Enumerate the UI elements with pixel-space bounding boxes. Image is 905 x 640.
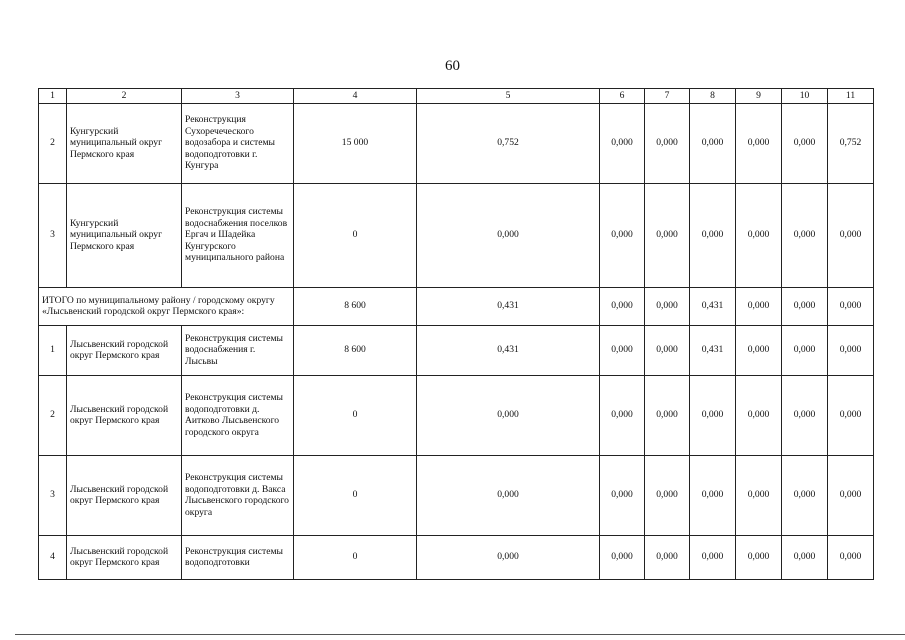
value-cell: 0,431 [417, 325, 600, 375]
value-cell: 0,000 [736, 375, 782, 455]
value-cell: 0 [294, 455, 417, 535]
value-cell: 0,000 [600, 287, 645, 325]
value-cell: 0,000 [645, 183, 690, 287]
value-cell: 0,000 [645, 375, 690, 455]
col-header: 1 [39, 89, 67, 104]
col-header: 2 [67, 89, 182, 104]
value-cell: 0,000 [690, 535, 736, 579]
value-cell: 0,000 [645, 455, 690, 535]
value-cell: 0,000 [645, 103, 690, 183]
value-cell: 0,000 [417, 375, 600, 455]
value-cell: 0,000 [417, 535, 600, 579]
value-cell: 0,431 [690, 287, 736, 325]
table-row [39, 375, 874, 455]
district-cell: Лысьвенский городской округ Пермского края [67, 375, 182, 455]
col-header: 5 [417, 89, 600, 104]
table-row [39, 535, 874, 579]
value-cell: 0,000 [782, 183, 828, 287]
project-cell: Реконструкция системы водоподготовки д. Аитково Лысьвенского городского округа [182, 375, 294, 455]
project-cell: Реконструкция Сухоречеческого водозабора и системы водоподготовки г. Кунгура [182, 103, 294, 183]
value-cell: 0,000 [828, 287, 874, 325]
value-cell: 0,000 [417, 455, 600, 535]
project-cell: Реконструкция системы водоподготовки д. Вакса Лысьвенского городского округа [182, 455, 294, 535]
value-cell: 0,000 [736, 535, 782, 579]
value-cell: 0,000 [690, 183, 736, 287]
row-number: 2 [39, 375, 67, 455]
value-cell: 0,000 [736, 103, 782, 183]
table-row [39, 183, 874, 287]
col-header: 7 [645, 89, 690, 104]
value-cell: 0,000 [600, 183, 645, 287]
value-cell: 0,000 [417, 183, 600, 287]
row-number: 1 [39, 325, 67, 375]
value-cell: 0,752 [417, 103, 600, 183]
project-cell: Реконструкция системы водоснабжения г. Лысьвы [182, 325, 294, 375]
column-number-row [39, 89, 874, 104]
project-cell: Реконструкция системы водоподготовки [182, 535, 294, 579]
table-row [39, 325, 874, 375]
value-cell: 0,000 [600, 535, 645, 579]
value-cell: 0,000 [690, 375, 736, 455]
value-cell: 8 600 [294, 325, 417, 375]
value-cell: 0,431 [690, 325, 736, 375]
row-number: 2 [39, 103, 67, 183]
value-cell: 0,000 [782, 375, 828, 455]
value-cell: 0,000 [736, 325, 782, 375]
value-cell: 0,000 [600, 455, 645, 535]
value-cell: 0,000 [828, 183, 874, 287]
value-cell: 0,000 [736, 455, 782, 535]
value-cell: 0,000 [828, 375, 874, 455]
value-cell: 0,000 [645, 287, 690, 325]
value-cell: 0,000 [782, 535, 828, 579]
value-cell: 0,000 [782, 325, 828, 375]
district-cell: Кунгурский муниципальный округ Пермского края [67, 183, 182, 287]
value-cell: 0,000 [600, 375, 645, 455]
value-cell: 0,000 [600, 325, 645, 375]
row-number: 4 [39, 535, 67, 579]
value-cell: 0,000 [828, 535, 874, 579]
scan-edge-line [15, 634, 905, 635]
district-cell: Лысьвенский городской округ Пермского края [67, 535, 182, 579]
value-cell: 0,000 [736, 183, 782, 287]
value-cell: 0,000 [690, 103, 736, 183]
col-header: 4 [294, 89, 417, 104]
value-cell: 0,000 [828, 455, 874, 535]
value-cell: 0 [294, 375, 417, 455]
value-cell: 0,000 [782, 455, 828, 535]
col-header: 10 [782, 89, 828, 104]
value-cell: 0,752 [828, 103, 874, 183]
project-cell: Реконструкция системы водоснабжения поселков Ергач и Шадейка Кунгурского муниципального района [182, 183, 294, 287]
district-cell: Лысьвенский городской округ Пермского края [67, 455, 182, 535]
value-cell: 0 [294, 535, 417, 579]
col-header: 11 [828, 89, 874, 104]
col-header: 6 [600, 89, 645, 104]
table-row [39, 103, 874, 183]
col-header: 9 [736, 89, 782, 104]
value-cell: 0,000 [600, 103, 645, 183]
row-number: 3 [39, 183, 67, 287]
table-row [39, 455, 874, 535]
value-cell: 0,000 [782, 103, 828, 183]
value-cell: 0 [294, 183, 417, 287]
district-cell: Лысьвенский городской округ Пермского края [67, 325, 182, 375]
row-number: 3 [39, 455, 67, 535]
value-cell: 15 000 [294, 103, 417, 183]
col-header: 3 [182, 89, 294, 104]
investment-program-table [38, 88, 874, 580]
value-cell: 0,000 [645, 535, 690, 579]
total-label: ИТОГО по муниципальному району / городскому округу «Лысьвенский городской округ Пермского края»: [39, 287, 294, 325]
page-number: 60 [445, 58, 460, 74]
total-row [39, 287, 874, 325]
value-cell: 0,000 [645, 325, 690, 375]
value-cell: 0,431 [417, 287, 600, 325]
value-cell: 0,000 [736, 287, 782, 325]
value-cell: 8 600 [294, 287, 417, 325]
col-header: 8 [690, 89, 736, 104]
value-cell: 0,000 [828, 325, 874, 375]
district-cell: Кунгурский муниципальный округ Пермского края [67, 103, 182, 183]
value-cell: 0,000 [782, 287, 828, 325]
value-cell: 0,000 [690, 455, 736, 535]
